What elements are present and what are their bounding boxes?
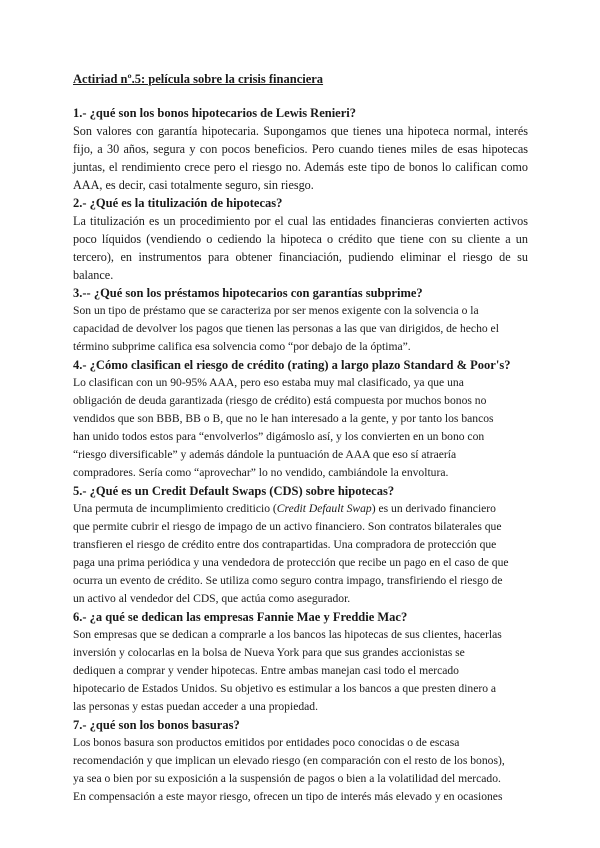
- answer-line: paga una prima periódica y una vendedora de protección que recibe un pago en el caso de que: [73, 556, 509, 569]
- document-title: Actiriad nº.5: película sobre la crisis financiera: [73, 72, 324, 86]
- section-7: [73, 716, 528, 806]
- answer-5: [73, 500, 528, 608]
- question-7: 7.- ¿qué son los bonos basuras?: [73, 718, 240, 732]
- section-6: [73, 608, 528, 716]
- answer-6: [73, 626, 528, 716]
- section-3: [73, 284, 528, 356]
- section-4: [73, 356, 528, 482]
- answer-line: dediquen a comprar y vender hipotecas. Entre ambas manejan casi todo el mercado: [73, 664, 459, 677]
- answer-line: tercero), en instrumentos para obtener financiación, pudiendo eliminar el riesgo de su: [73, 250, 528, 264]
- section-1: [73, 104, 528, 194]
- answer-line: compradores. Sería como “aprovechar” lo no vendido, cambiándole la envoltura.: [73, 466, 449, 479]
- answer-7: [73, 734, 528, 806]
- answer-line: En compensación a este mayor riesgo, ofrecen un tipo de interés más elevado y en ocasiones: [73, 790, 503, 803]
- answer-line: las personas y estas puedan acceder a una propiedad.: [73, 700, 318, 713]
- answer-line: “riesgo diversificable” y además dándole la puntuación de AAA que eso sí atraería: [73, 448, 457, 461]
- answer-text: Una permuta de incumplimiento crediticio (: [73, 502, 277, 515]
- answer-line: han unido todos estos para “envolverlos” digámoslo así, y los convierten en un bono con: [73, 430, 485, 443]
- answer-line: vendidos que son BBB, BB o B, que no le han interesado a la gente, y por tanto los bancos: [73, 412, 494, 425]
- question-1: 1.- ¿qué son los bonos hipotecarios de Lewis Renieri?: [73, 106, 357, 120]
- answer-2: [73, 212, 528, 284]
- answer-line: Son un tipo de préstamo que se caracteriza por ser menos exigente con la solvencia o la: [73, 304, 479, 317]
- answer-line: poco líquidos (vendiendo o cediendo la hipoteca o crédito que tiene con su cliente a un: [73, 232, 528, 246]
- answer-line: Son empresas que se dedican a comprarle a los bancos las hipotecas de sus clientes, hacerlas: [73, 628, 502, 641]
- answer-line: Los bonos basura son productos emitidos por entidades poco conocidas o de escasa: [73, 736, 460, 749]
- question-6: 6.- ¿a qué se dedican las empresas Fannie Mae y Freddie Mac?: [73, 610, 408, 624]
- answer-line: término subprime califica esa solvencia como “por debajo de la óptima”.: [73, 340, 411, 353]
- answer-text: ) es un derivado financiero: [371, 502, 496, 515]
- answer-line: AAA, es decir, casi totalmente seguro, sin riesgo.: [73, 178, 314, 192]
- question-5: 5.- ¿Qué es un Credit Default Swaps (CDS) sobre hipotecas?: [73, 484, 395, 498]
- section-5: [73, 482, 528, 608]
- answer-line-first: [73, 500, 528, 518]
- question-2: 2.- ¿Qué es la titulización de hipotecas?: [73, 196, 283, 210]
- document-body: [73, 70, 528, 806]
- answer-line: recomendación y que implican un elevado riesgo (en comparación con el resto de los bonos),: [73, 754, 505, 767]
- answer-line: que permite cubrir el riesgo de impago de un activo financiero. Son contratos bilaterales que: [73, 520, 502, 533]
- answer-line: Lo clasifican con un 90-95% AAA, pero eso estaba muy mal clasificado, ya que una: [73, 376, 464, 389]
- question-3: 3.-- ¿Qué son los préstamos hipotecarios con garantías subprime?: [73, 286, 423, 300]
- answer-line: transfieren el riesgo de crédito entre dos contrapartidas. Una compradora de protección que: [73, 538, 497, 551]
- answer-line: inversión y colocarlas en la bolsa de Nueva York para que sus grandes accionistas se: [73, 646, 465, 659]
- answer-line: capacidad de devolver los pagos que tienen las personas a las que van dirigidos, de hecho el: [73, 322, 499, 335]
- answer-line: fijo, a 30 años, segura y con pocos beneficios. Pero cuando tienes miles de esas hipotecas: [73, 142, 528, 156]
- answer-line: obligación de deuda garantizada (riesgo de crédito) está compuesta por muchos bonos no: [73, 394, 487, 407]
- answer-line: juntas, el rendimiento crece pero el riesgo no. Además este tipo de bonos lo califican como: [73, 160, 528, 174]
- answer-line: Son valores con garantía hipotecaria. Supongamos que tienes una hipoteca normal, interés: [73, 124, 528, 138]
- answer-line: La titulización es un procedimiento por el cual las entidades financieras convierten activos: [73, 214, 528, 228]
- answer-italic-term: Credit Default Swap: [276, 502, 372, 515]
- answer-line: ya sea o bien por su exposición a la suspensión de pagos o bien a la volatilidad del mercado.: [73, 772, 501, 785]
- answer-3: [73, 302, 528, 356]
- answer-1: [73, 122, 528, 194]
- answer-line: un activo al vendedor del CDS, que actúa como asegurador.: [73, 592, 351, 605]
- question-4: 4.- ¿Cómo clasifican el riesgo de crédito (rating) a largo plazo Standard & Poor's?: [73, 358, 511, 372]
- answer-line: ocurra un evento de crédito. Se utiliza como seguro contra impago, transfiriendo el riesgo de: [73, 574, 503, 587]
- section-2: [73, 194, 528, 284]
- answer-4: [73, 374, 528, 482]
- answer-line: hipotecario de Estados Unidos. Su objetivo es estimular a los bancos a que presten dinero a: [73, 682, 497, 695]
- answer-line: balance.: [73, 268, 114, 282]
